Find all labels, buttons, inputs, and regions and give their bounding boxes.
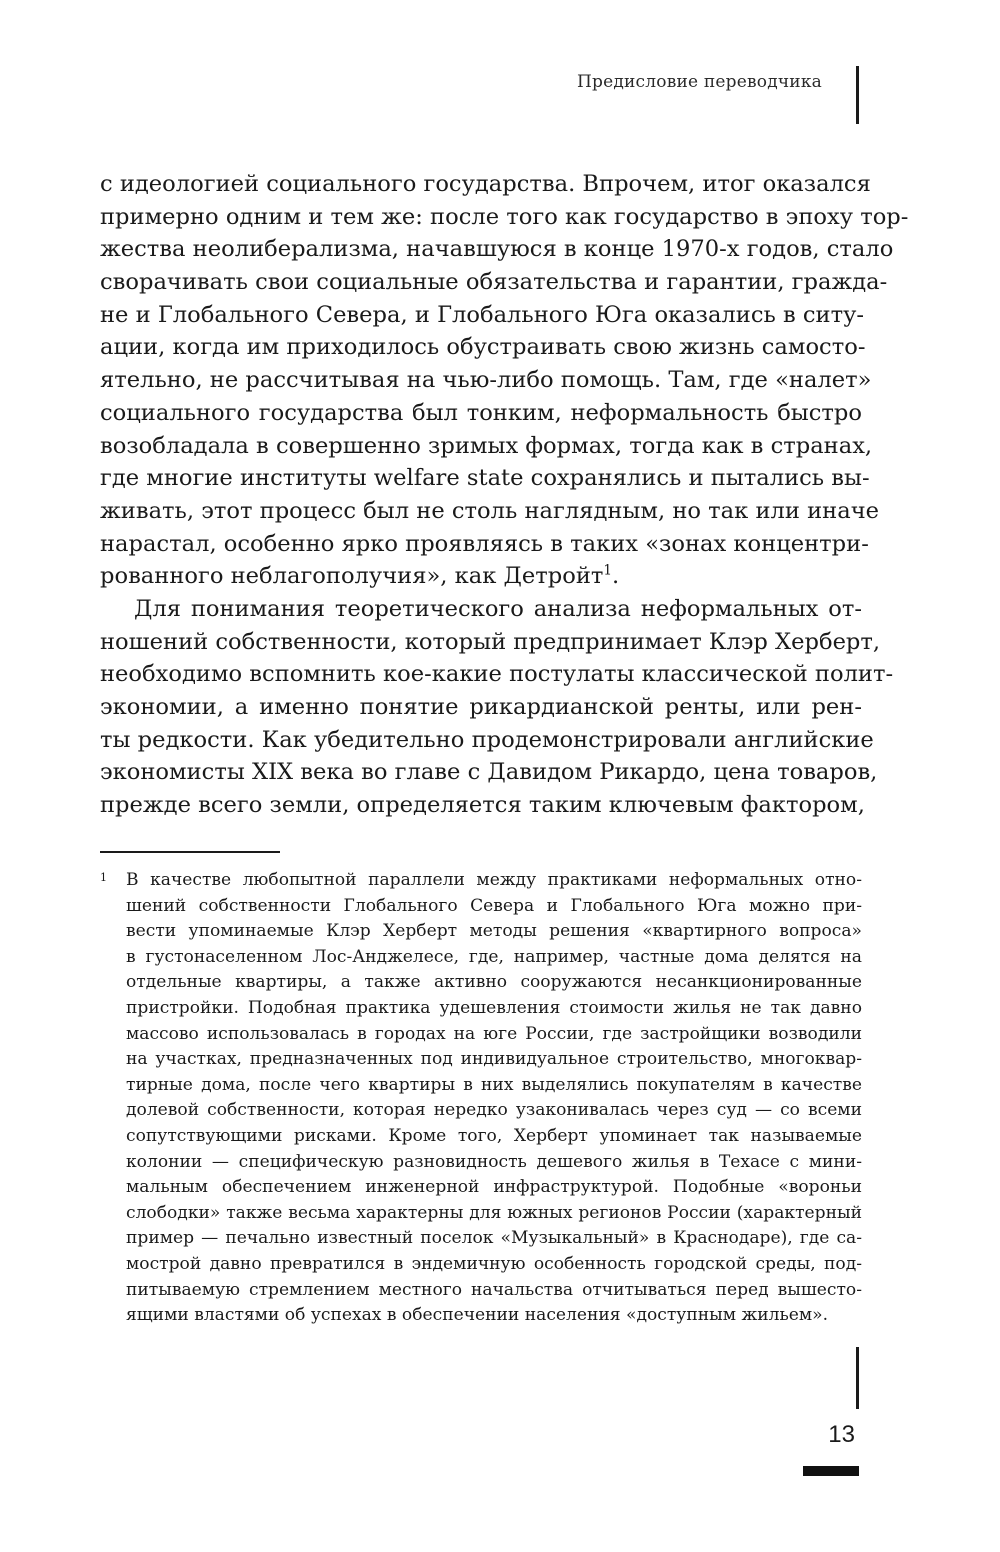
text-line: жества неолиберализма, начавшуюся в конце 1970-х годов, стало [100, 236, 894, 263]
text-line-content: рованного неблагополучия», как Детройт [100, 563, 604, 590]
text-line: нарастал, особенно ярко проявляясь в таких «зонах концентри- [100, 530, 869, 557]
text-line: где многие институты welfare state сохранялись и пытались вы- [100, 465, 870, 492]
footnote-line: долевой собственности, которая нередко узаконивалась через суд — со всеми [126, 1100, 862, 1121]
footnote-reference[interactable]: 1 [603, 562, 613, 579]
page-number: 13 [828, 1421, 855, 1448]
running-title: Предисловие переводчика [576, 72, 822, 92]
text-line: не и Глобального Севера, и Глобального Юга оказались в ситу- [100, 301, 865, 328]
text-line: примерно одним и тем же: после того как государство в эпоху тор- [100, 203, 909, 230]
main-text [100, 168, 909, 822]
footnote-line: В качестве любопытной параллели между практиками неформальных отно- [126, 870, 862, 890]
footnote-separator [100, 851, 280, 853]
footnote-body [126, 868, 862, 1329]
text-line: ты редкости. Как убедительно продемонстрировали английские [100, 726, 874, 753]
text-line: Для понимания теоретического анализа неформальных от- [134, 595, 862, 622]
footnote-line: массово использовалась в городах на юге России, где застройщики возводили [126, 1023, 862, 1044]
footnote-line: пристройки. Подобная практика удешевления стоимости жилья не так давно [126, 997, 862, 1018]
footnote [100, 868, 862, 1329]
footnote-line: мальным обеспечением инженерной инфраструктурой. Подобные «вороньи [126, 1177, 862, 1198]
text-line: необходимо вспомнить кое-какие постулаты классической полит- [100, 661, 894, 688]
footnote-line: пример — печально известный поселок «Музыкальный» в Краснодаре), где са- [126, 1228, 862, 1249]
footnote-line: мострой давно превратился в эндемичную особенность городской среды, под- [126, 1253, 862, 1274]
footnote-line: питываемую стремлением местного начальства отчитываться перед вышесто- [126, 1279, 862, 1300]
text-line: экономии, а именно понятие рикардианской ренты, или рен- [100, 694, 862, 720]
text-line: живать, этот процесс был не столь наглядным, но так или иначе [100, 497, 879, 524]
text-line: экономисты XIX века во главе с Давидом Рикардо, цена товаров, [100, 759, 878, 786]
footnote-line: слободки» также весьма характерны для южных регионов России (характерный [126, 1202, 862, 1223]
footnote-line: тирные дома, после чего квартиры в них выделялись покупателям в качестве [126, 1074, 862, 1095]
text-line: возобладала в совершенно зримых формах, тогда как в странах, [100, 432, 873, 459]
footnote-marker: 1 [100, 871, 107, 884]
text-line: ации, когда им приходилось обустраивать свою жизнь самосто- [100, 334, 866, 361]
footnote-line: шений собственности Глобального Севера и Глобального Юга можно при- [126, 895, 862, 916]
page-marker-bar [803, 1466, 859, 1476]
footnote-line: сопутствующими рисками. Кроме того, Херберт упоминает так называемые [126, 1125, 862, 1146]
text-line: с идеологией социального государства. Впрочем, итог оказался [100, 171, 871, 197]
footnote-line: на участках, предназначенных под индивидуальное строительство, многоквар- [126, 1049, 862, 1070]
text-line: сворачивать свои социальные обязательства и гарантии, гражда- [100, 269, 888, 296]
text-line: социального государства был тонким, неформальность быстро [100, 399, 862, 426]
footnote-line: в густонаселенном Лос-Анджелесе, где, например, частные дома делятся на [126, 946, 862, 967]
footnote-line: колонии — специфическую разновидность дешевого жилья в Техасе с мини- [126, 1151, 862, 1172]
text-line-last: рованного неблагополучия», как Детройт$^1$. [100, 562, 620, 590]
footnote-line: вести упоминаемые Клэр Херберт методы решения «квартирного вопроса» [126, 921, 862, 942]
footer-vertical-rule [856, 1347, 859, 1409]
footnote-line: отдельные квартиры, а также активно сооружаются несанкционированные [126, 972, 862, 993]
footnote-line: ящими властями об успехах в обеспечении населения «доступным жильем». [126, 1305, 829, 1326]
text-line: ношений собственности, который предпринимает Клэр Херберт, [100, 628, 881, 655]
header-vertical-rule [856, 66, 859, 124]
text-line: ятельно, не рассчитывая на чью-либо помощь. Там, где «налет» [100, 367, 872, 394]
text-line: прежде всего земли, определяется таким ключевым фактором, [100, 792, 865, 819]
